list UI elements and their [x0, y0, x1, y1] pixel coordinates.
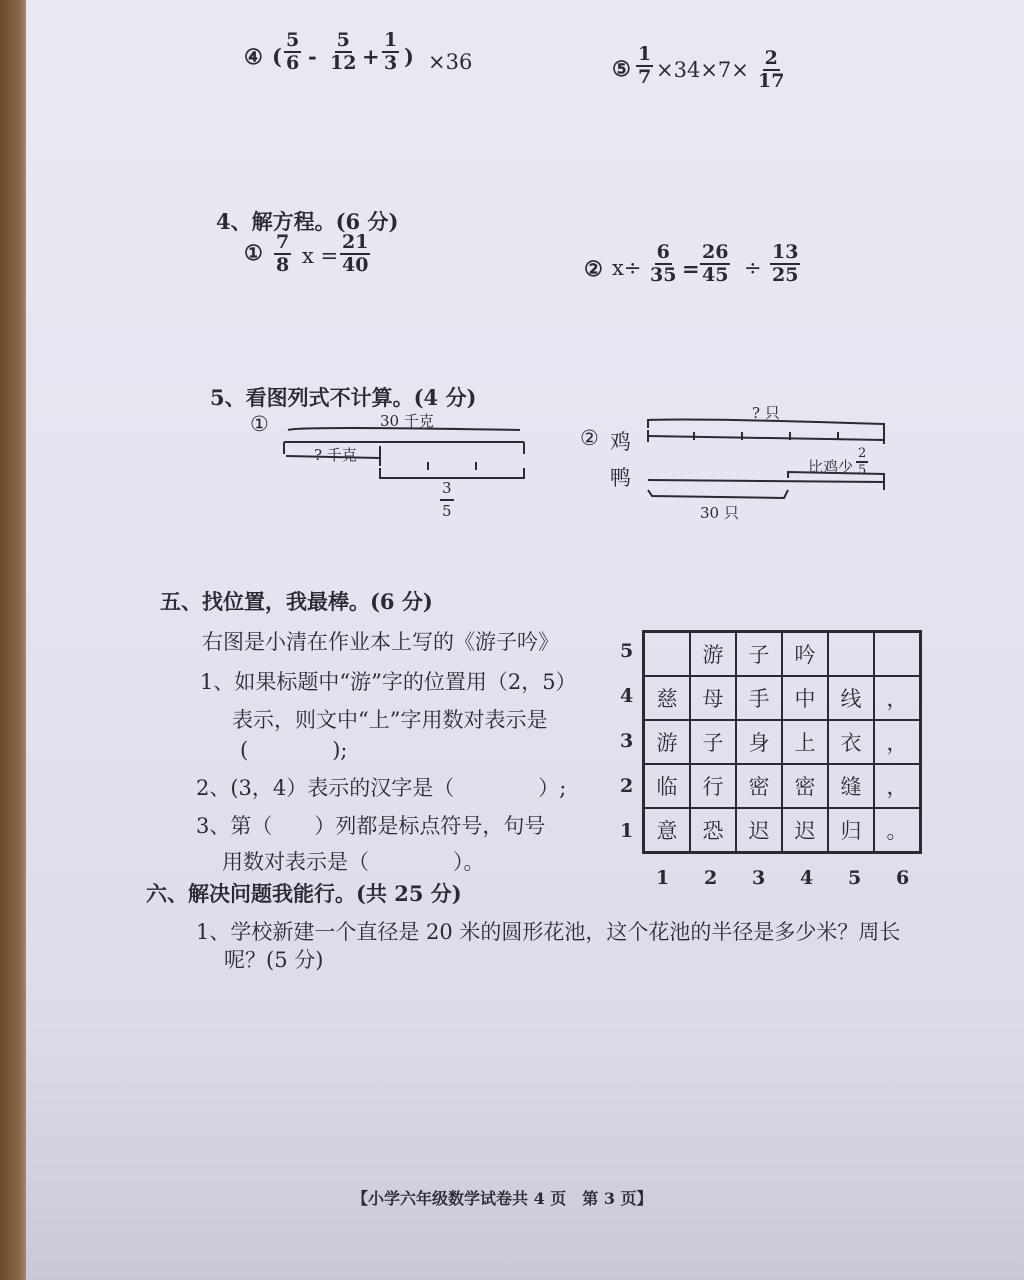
grid-cell: 恐: [690, 808, 736, 853]
eq1-x: x =: [302, 244, 339, 268]
grid-cell: 临: [644, 764, 691, 808]
grid-y-label: 5: [620, 640, 634, 662]
item-4-fraction-3: $\frac{1}{3}$: [384, 29, 398, 74]
item-4-minus: -: [308, 44, 317, 69]
grid-cell: [644, 632, 691, 677]
grid-row: [644, 676, 921, 720]
grid-cell: 衣: [828, 720, 874, 764]
grid-x-label: 6: [896, 867, 910, 889]
section-5-intro: 右图是小清在作业本上写的《游子吟》: [202, 630, 559, 654]
q5-heading: 5、看图列式不计算。(4 分): [210, 385, 477, 410]
grid-cell: [874, 632, 921, 677]
eq2-divide: ÷: [744, 256, 762, 280]
section-5-heading: 五、找位置，我最棒。(6 分): [160, 589, 433, 614]
item-4-tail: ×36: [428, 50, 473, 74]
eq2-equals: =: [682, 256, 700, 281]
eq1-fraction-2: $\frac{21}{40}$: [342, 231, 369, 276]
grid-row: [644, 764, 921, 808]
section-6-q1-line1: 1、学校新建一个直径是 20 米的圆形花池，这个花池的半径是多少米？周长: [196, 920, 901, 944]
grid-x-label: 1: [656, 867, 670, 889]
q4-heading: 4、解方程。(6 分): [216, 209, 399, 234]
grid-cell: 意: [644, 808, 691, 853]
item-4-marker: ④: [244, 44, 263, 69]
grid-cell: 母: [690, 676, 736, 720]
grid-y-label: 3: [620, 730, 634, 752]
grid-x-label: 5: [848, 867, 862, 889]
item-4-plus: +: [362, 44, 380, 69]
grid-cell: 子: [690, 720, 736, 764]
diagram-2-top-label: ? 只: [752, 404, 780, 422]
grid-cell: 线: [828, 676, 874, 720]
grid-cell: 吟: [782, 632, 828, 677]
grid-cell: 行: [690, 764, 736, 808]
label-duck: 鸭: [610, 466, 631, 490]
brace-part: [286, 456, 380, 458]
grid-cell: ，: [874, 676, 921, 720]
grid-cell: 子: [736, 632, 782, 677]
eq1-marker: ①: [244, 240, 263, 265]
brace-top: [648, 420, 884, 433]
item-5-fraction-1: $\frac{1}{7}$: [638, 43, 652, 88]
section-5-q3-line2: 用数对表示是（ ）。: [222, 850, 485, 874]
grid-row: [644, 632, 921, 677]
item-4-open-paren: (: [272, 44, 282, 69]
diagram-1-marker: ①: [250, 412, 269, 436]
grid-row: [644, 720, 921, 764]
item-4-fraction-2: $\frac{5}{12}$: [330, 29, 357, 74]
eq1-fraction-1: $\frac{7}{8}$: [276, 231, 290, 276]
item-5-marker: ⑤: [612, 56, 631, 81]
item-5-fraction-2: $\frac{2}{17}$: [758, 47, 785, 92]
item-4-close-paren: ): [404, 44, 414, 69]
eq2-fraction-2: $\frac{26}{45}$: [702, 241, 729, 286]
grid-cell: 慈: [644, 676, 691, 720]
diagram-1-part: ? 千克: [314, 446, 357, 464]
eq2-fraction-3: $\frac{13}{25}$: [772, 241, 799, 286]
grid-cell: 迟: [782, 808, 828, 853]
grid-row: [644, 808, 921, 853]
diagram-1-fraction: $\frac{3}{5}$: [442, 479, 452, 520]
item-4-fraction-1: $\frac{5}{6}$: [286, 29, 300, 74]
eq2-fraction-1: $\frac{6}{35}$: [650, 241, 677, 286]
grid-cell: 中: [782, 676, 828, 720]
grid-x-label: 2: [704, 867, 718, 889]
grid-cell: [828, 632, 874, 677]
item-5-middle: ×34×7×: [656, 58, 749, 82]
diagram-2-bottom-label: 30 只: [700, 504, 739, 522]
section-5-q2: 2、(3，4）表示的汉字是（ ）;: [196, 776, 567, 800]
grid-cell: 上: [782, 720, 828, 764]
grid-cell: 缝: [828, 764, 874, 808]
grid-cell: 密: [782, 764, 828, 808]
section-6-heading: 六、解决问题我能行。(共 25 分): [146, 881, 462, 906]
grid-cell: 密: [736, 764, 782, 808]
grid-y-label: 4: [620, 685, 634, 707]
diagram-2-less-label: 比鸡少: [808, 458, 854, 476]
grid-y-label: 2: [620, 775, 634, 797]
bar-duck: [648, 480, 884, 482]
grid-cell: ，: [874, 764, 921, 808]
page-footer: 【小学六年级数学试卷共 4 页 第 3 页】: [352, 1189, 653, 1208]
grid-cell: 归: [828, 808, 874, 853]
eq2-x: x÷: [612, 256, 642, 280]
grid-cell: 身: [736, 720, 782, 764]
section-5-q1-answer: ( );: [240, 738, 348, 762]
section-5-q1-line1: 1、如果标题中“游”字的位置用（2，5）: [200, 670, 577, 694]
bar-chicken: [648, 436, 884, 440]
section-5-q1-line2: 表示，则文中“上”字用数对表示是: [232, 708, 548, 732]
grid-cell: 游: [690, 632, 736, 677]
diagram-2-fraction: $\frac{2}{5}$: [858, 446, 867, 478]
grid-y-label: 1: [620, 820, 634, 842]
section-5-q3-line1: 3、第（ ）列都是标点符号，句号: [196, 814, 546, 838]
eq2-marker: ②: [584, 256, 603, 281]
diagram-2-marker: ②: [580, 426, 599, 450]
grid-cell: 游: [644, 720, 691, 764]
label-chicken: 鸡: [610, 430, 631, 454]
poem-grid: [642, 630, 922, 854]
grid-cell: ，: [874, 720, 921, 764]
grid-x-label: 3: [752, 867, 766, 889]
brace-fraction: [380, 468, 524, 478]
grid-x-label: 4: [800, 867, 814, 889]
grid-cell: 手: [736, 676, 782, 720]
brace-total: [288, 428, 520, 430]
grid-cell: 迟: [736, 808, 782, 853]
diagram-1-total: 30 千克: [380, 412, 434, 430]
grid-cell: 。: [874, 808, 921, 853]
brace-bottom: [648, 490, 788, 498]
section-6-q1-line2: 呢？(5 分): [224, 948, 324, 972]
